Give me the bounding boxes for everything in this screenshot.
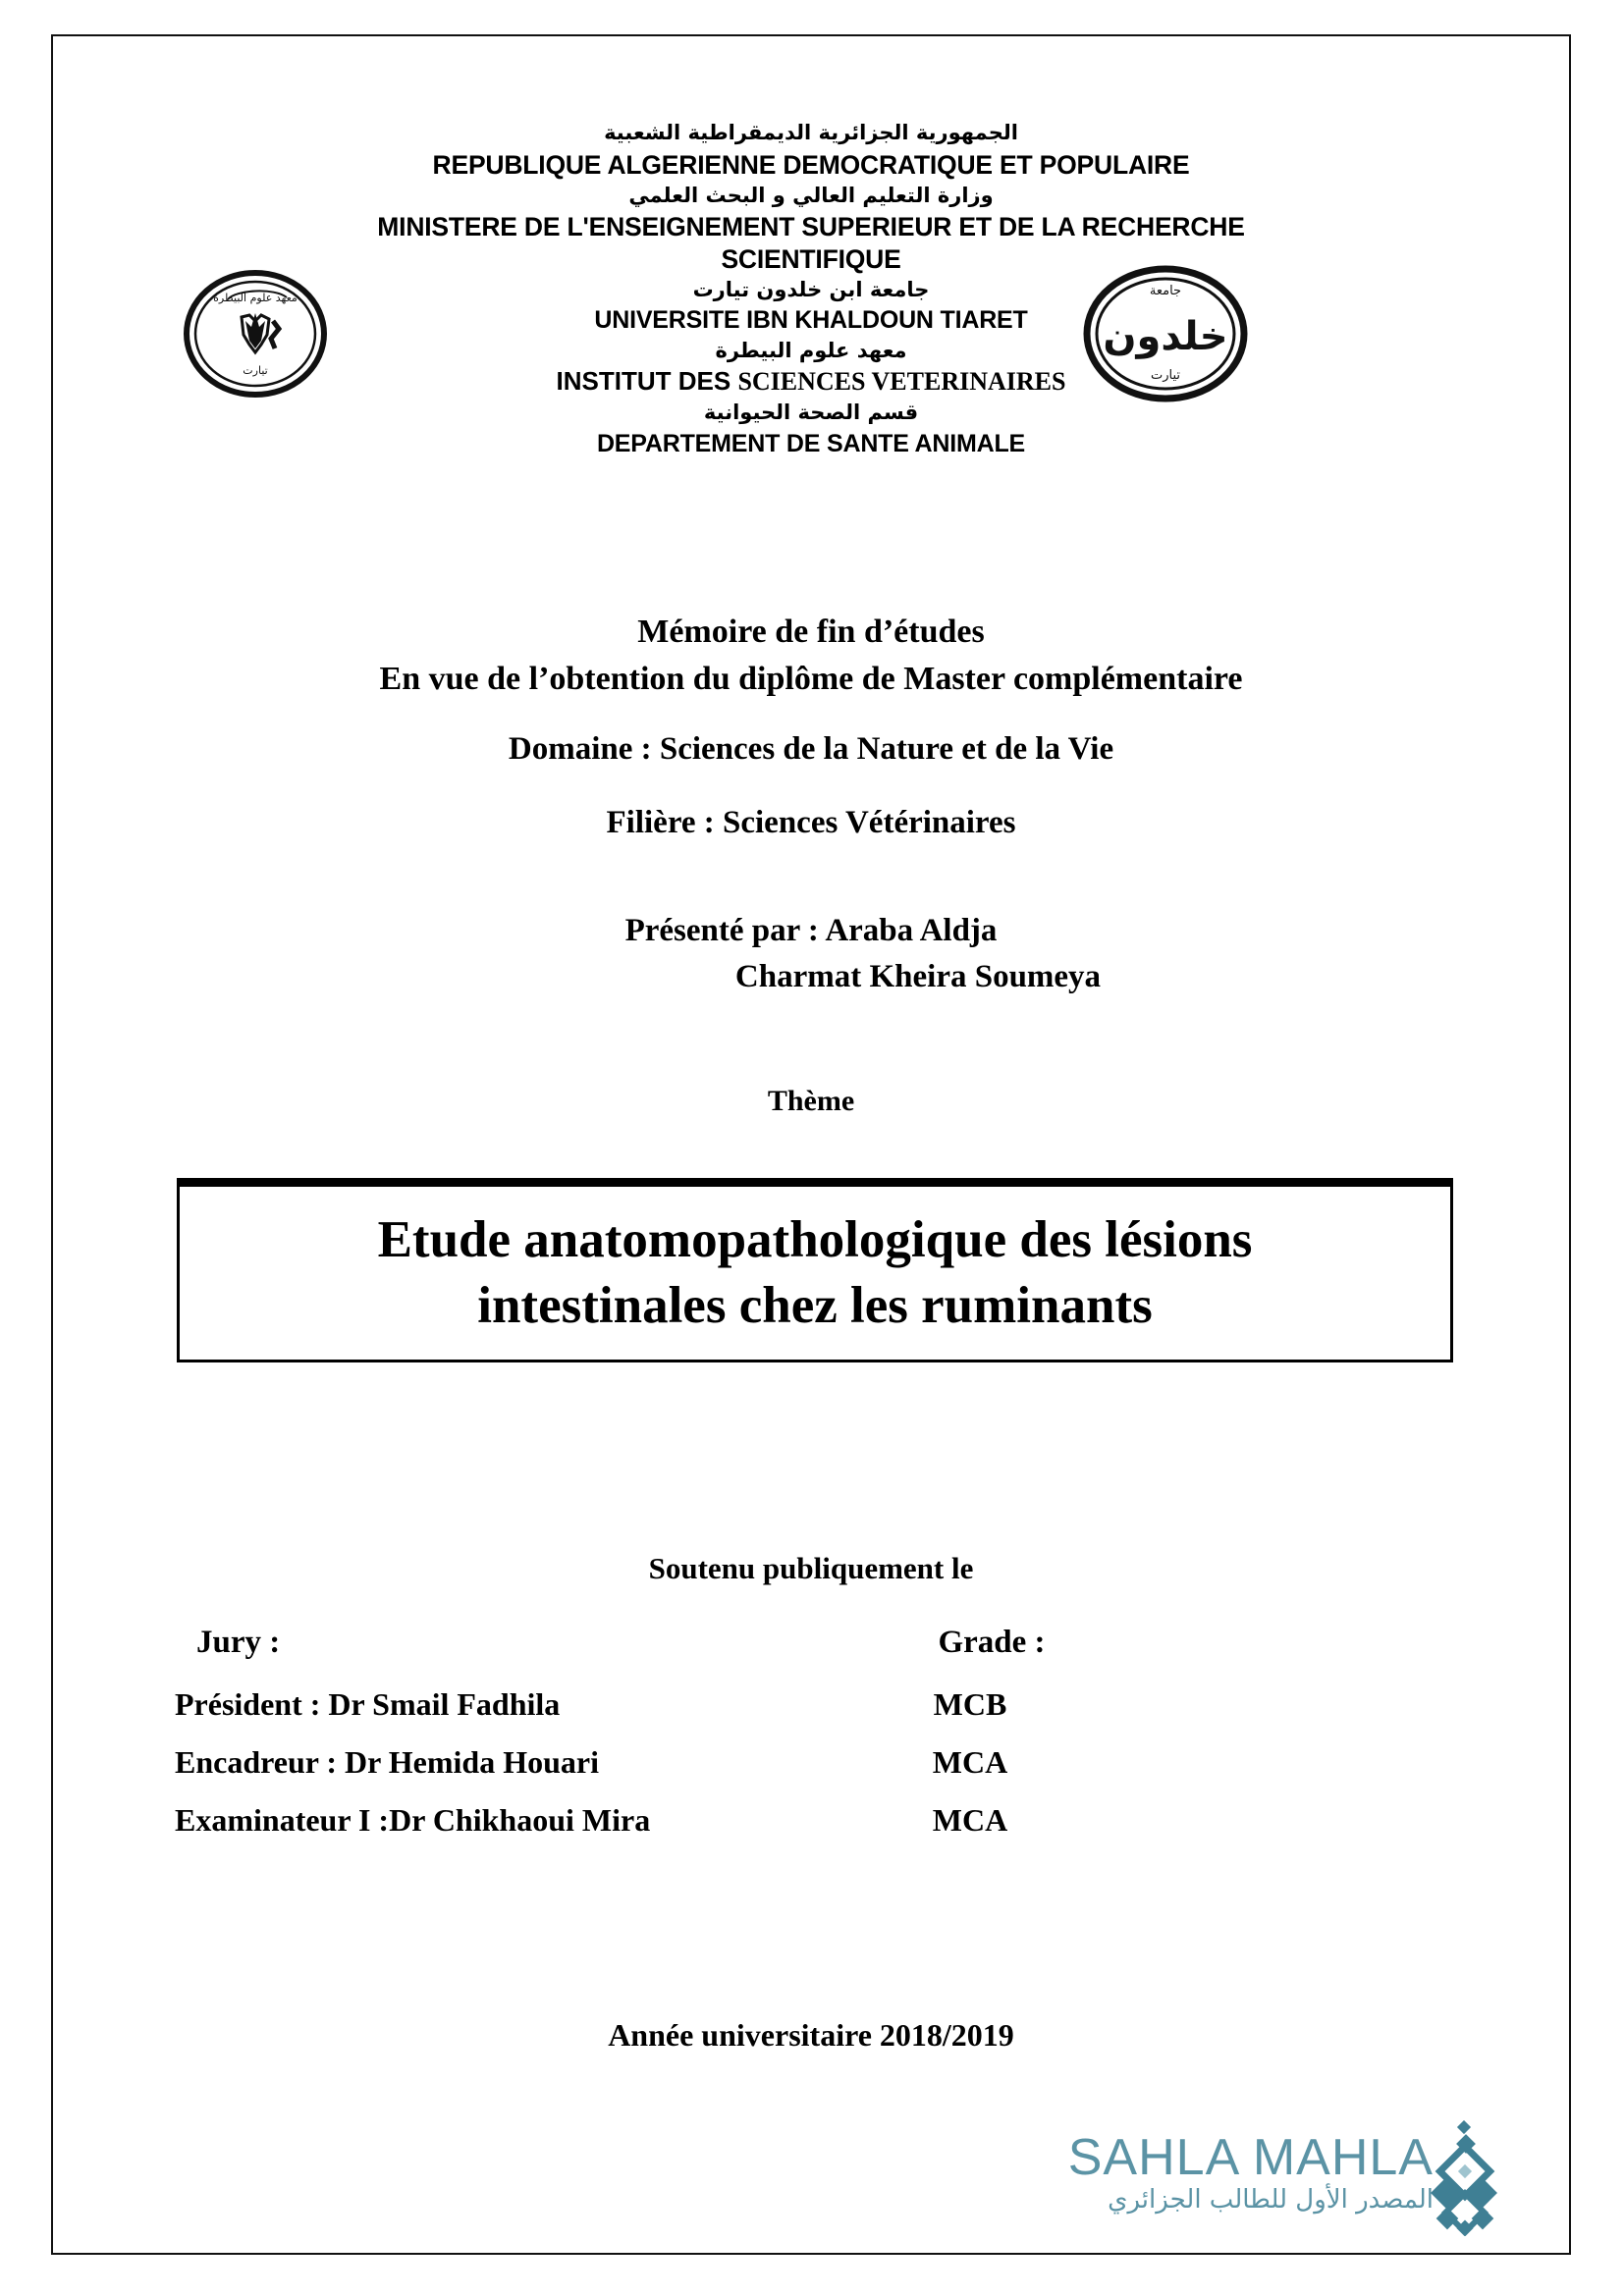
university-arabic: جامعة ابن خلدون تيارت — [692, 277, 930, 301]
memoire-line2: En vue de l’obtention du diplôme de Master complémentaire — [379, 661, 1243, 698]
thesis-title-box — [177, 1178, 1453, 1362]
jury-member-name: Président : Dr Smail Fadhila — [175, 1686, 561, 1722]
department-arabic: قسم الصحة الحيوانية — [703, 400, 919, 425]
table-row — [175, 1686, 1237, 1723]
ministry-french-line1: MINISTERE DE L'ENSEIGNEMENT SUPERIEUR ET DE LA RECHERCHE — [377, 212, 1245, 242]
svg-text:تيارت: تيارت — [1150, 368, 1181, 383]
academic-year: Année universitaire 2018/2019 — [608, 2017, 1014, 2053]
author-line1: Présenté par : Araba Aldja — [624, 913, 998, 948]
institute-french-bold: INSTITUT DES — [556, 366, 731, 397]
republic-french: REPUBLIQUE ALGERIENNE DEMOCRATIQUE ET POPULAIRE — [432, 149, 1190, 180]
university-french: UNIVERSITE IBN KHALDOUN TIARET — [594, 306, 1028, 335]
institute-french-serif: SCIENCES VETERINAIRES — [737, 367, 1066, 397]
republic-arabic: الجمهورية الجزائرية الديمقراطية الشعبية — [604, 121, 1018, 144]
table-row — [175, 1802, 1237, 1839]
svg-text:تيارت: تيارت — [243, 364, 268, 377]
memoire-block — [51, 609, 1571, 704]
jury-table-header — [196, 1625, 1237, 1661]
svg-text:جامعة: جامعة — [1149, 284, 1182, 298]
thesis-title-line1: Etude anatomopathologique des lésions — [377, 1211, 1253, 1269]
jury-header-name: Jury : — [196, 1625, 281, 1660]
thesis-title-line2: intestinales chez les ruminants — [477, 1277, 1153, 1334]
authors-block — [51, 908, 1571, 1000]
author-line2: Charmat Kheira Soumeya — [734, 958, 1102, 994]
department-french: DEPARTEMENT DE SANTE ANIMALE — [596, 429, 1026, 457]
domaine-line: Domaine : Sciences de la Nature et de la Vie — [508, 731, 1114, 767]
svg-text:معهد علوم البيطرة: معهد علوم البيطرة — [213, 292, 298, 304]
theme-label: Thème — [767, 1085, 855, 1117]
ministry-french-line2: SCIENTIFIQUE — [721, 243, 901, 274]
thesis-title — [352, 1203, 1278, 1343]
svg-text:خلدون: خلدون — [1103, 314, 1228, 359]
jury-table — [175, 1625, 1237, 1860]
jury-member-name: Encadreur : Dr Hemida Houari — [175, 1744, 599, 1780]
sahla-mahla-watermark — [1041, 2120, 1502, 2238]
sahla-mahla-wordmark: SAHLA MAHLA — [1067, 2129, 1434, 2186]
filiere-line: Filière : Sciences Vétérinaires — [606, 805, 1016, 840]
jury-member-grade: MCA — [932, 1744, 1008, 1780]
jury-header-grade: Grade : — [938, 1625, 1046, 1660]
institute-arabic: معهد علوم البيطرة — [715, 338, 907, 362]
jury-member-name: Examinateur I :Dr Chikhaoui Mira — [175, 1802, 651, 1838]
university-seal-left-logo — [177, 270, 334, 398]
memoire-line1: Mémoire de fin d’études — [637, 614, 985, 650]
jury-member-grade: MCB — [933, 1686, 1007, 1722]
table-row — [175, 1744, 1237, 1781]
sahla-mahla-tagline-arabic: المصدر الأول للطالب الجزائري — [1108, 2185, 1434, 2215]
defense-date-label: Soutenu publiquement le — [648, 1551, 974, 1585]
university-seal-right-logo — [1080, 265, 1252, 402]
ministry-arabic: وزارة التعليم العالي و البحث العلمي — [628, 183, 994, 207]
jury-member-grade: MCA — [932, 1802, 1008, 1838]
diamond-ornament-icon — [1426, 2120, 1502, 2236]
